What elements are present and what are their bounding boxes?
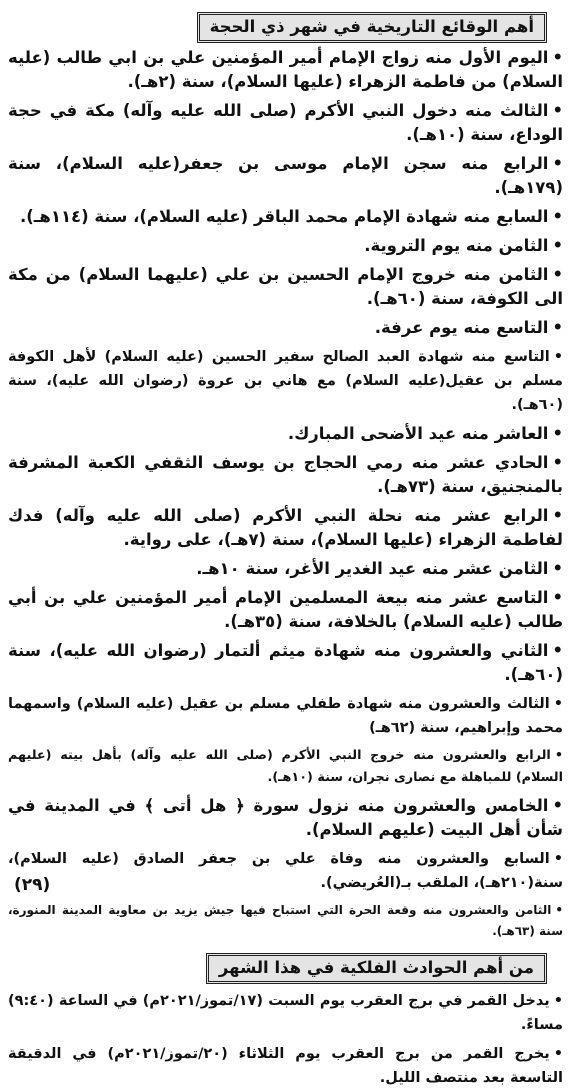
- list-item: [8, 504, 563, 552]
- bullet-icon: •: [553, 696, 563, 712]
- list-item: [8, 692, 563, 740]
- list-item-text: السابع منه شهادة الإمام محمد الباقر (عليه السلام)، سنة (١١٤هـ).: [19, 207, 549, 226]
- bullet-icon: •: [552, 641, 563, 660]
- list-item: [8, 745, 563, 789]
- list-item-text: يدخل القمر في برج العقرب يوم السبت (١٧/تموز/٢٠٢١م) في الساعة (٩:٤٠) مساءً.: [8, 993, 563, 1033]
- list-item: [8, 557, 563, 581]
- bullet-icon: •: [552, 424, 563, 443]
- list-item-text: التاسع منه يوم عرفة.: [374, 318, 549, 337]
- list-item-text: العاشر منه عيد الأضحى المبارك.: [287, 424, 549, 443]
- list-item: [8, 847, 563, 895]
- list-item: [8, 989, 563, 1037]
- list-item-text: الثامن والعشرون منه وقعة الحرة التي استباح فيها جيش يزيد بن معاوية المدينة المنورة، سنة (٦٣هـ).: [8, 903, 563, 938]
- list-item: [8, 234, 563, 258]
- list-item-text: الثامن عشر منه عيد الغدير الأغر، سنة ١٠هـ.: [196, 559, 549, 578]
- bullet-icon: •: [552, 559, 563, 578]
- astronomical-events-list: [8, 989, 563, 1090]
- list-item-text: الثامن منه يوم التروية.: [364, 236, 549, 255]
- bullet-icon: •: [552, 101, 563, 120]
- list-item: [8, 152, 563, 200]
- list-item-text: السابع والعشرون منه وفاة علي بن جعفر الصادق (عليه السلام)، سنة(٢١٠هـ)، الملقب بـ(العُريضي).: [8, 851, 563, 891]
- list-item: [8, 1042, 563, 1090]
- bullet-icon: •: [552, 265, 563, 284]
- section-title-astronomical-events: [206, 953, 547, 984]
- list-item: [8, 263, 563, 311]
- list-item: [8, 345, 563, 417]
- list-item-text: التاسع منه شهادة العبد الصالح سفير الحسين (عليه السلام) لأهل الكوفة مسلم بن عقيل(عليه السلام) مع هاني بن عروة (رضوان الله عليه)، سنة (٦٠هـ).: [8, 349, 563, 413]
- list-item: [8, 900, 563, 942]
- bullet-icon: •: [552, 796, 563, 815]
- list-item: [8, 316, 563, 340]
- list-item: [8, 451, 563, 499]
- list-item-text: الثامن منه خروج الإمام الحسين بن علي (عليهما السلام) من مكة الى الكوفة، سنة (٦٠هـ).: [8, 265, 563, 308]
- bullet-icon: •: [554, 748, 563, 763]
- historical-events-list: [8, 46, 563, 942]
- bullet-icon: •: [552, 236, 563, 255]
- list-item-text: الحادي عشر منه رمي الحجاج بن يوسف الثقفي الكعبة المشرفة بالمنجنيق، سنة (٧٣هـ).: [8, 453, 563, 496]
- bullet-icon: •: [552, 453, 563, 472]
- list-item-text: التاسع عشر منه بيعة المسلمين الإمام أمير المؤمنين علي بن أبي طالب (عليه السلام) بالخلافة، سنة (٣٥هـ).: [8, 588, 563, 631]
- bullet-icon: •: [552, 588, 563, 607]
- bullet-icon: •: [552, 318, 563, 337]
- bullet-icon: •: [555, 903, 563, 917]
- bullet-icon: •: [553, 349, 563, 365]
- list-item: [8, 422, 563, 446]
- section-title-historical-events: [197, 12, 547, 43]
- list-item: [8, 639, 563, 687]
- list-item-text: الرابع منه سجن الإمام موسى بن جعفر(عليه السلام)، سنة (١٧٩هـ).: [8, 154, 563, 197]
- bullet-icon: •: [553, 993, 563, 1009]
- bullet-icon: •: [552, 48, 563, 67]
- bullet-icon: •: [552, 506, 563, 525]
- list-item-text: الرابع عشر منه نحلة النبي الأكرم (صلى الله عليه وآله) فدك لفاطمة الزهراء (عليها السلام)، سنة (٧هـ)، على رواية.: [8, 506, 563, 549]
- page-number: (٢٩): [14, 875, 51, 895]
- bullet-icon: •: [553, 1046, 563, 1062]
- bullet-icon: •: [552, 154, 563, 173]
- list-item: [8, 586, 563, 634]
- list-item: [8, 794, 563, 842]
- bullet-icon: •: [553, 851, 563, 867]
- list-item: [8, 205, 563, 229]
- list-item: [8, 46, 563, 94]
- section-title-text: من أهم الحوادث الفلكية في هذا الشهر: [218, 958, 534, 977]
- list-item-text: الثاني والعشرون منه شهادة ميثم ألتمار (رضوان الله عليه)، سنة (٦٠هـ).: [8, 641, 563, 684]
- list-item: [8, 99, 563, 147]
- list-item-text: اليوم الأول منه زواج الإمام أمير المؤمنين علي بن ابي طالب (عليه السلام) من فاطمة الزهراء (عليها السلام)، سنة (٢هـ).: [8, 48, 563, 91]
- list-item-text: الثالث والعشرون منه شهادة طفلي مسلم بن عقيل (عليه السلام) واسمهما محمد وإبراهيم، سنة (٦٢هـ): [8, 696, 563, 736]
- list-item-text: الثالث منه دخول النبي الأكرم (صلى الله عليه وآله) مكة في حجة الوداع، سنة (١٠هـ).: [8, 101, 563, 144]
- list-item-text: الرابع والعشرون منه خروج النبي الأكرم (صلى الله عليه وآله) بأهل بيته (عليهم السلام) للمباهلة مع نصارى نجران، سنة (١٠هـ).: [8, 748, 563, 785]
- list-item-text: الخامس والعشرون منه نزول سورة ﴿ هل أتى ﴾ في المدينة في شأن أهل البيت (عليهم السلام).: [8, 796, 563, 839]
- bullet-icon: •: [552, 207, 563, 226]
- section-title-text: أهم الوقائع التاريخية في شهر ذي الحجة: [209, 17, 534, 36]
- list-item-text: يخرج القمر من برج العقرب يوم الثلاثاء (٢٠/تموز/٢٠٢١م) في الدقيقة التاسعة بعد منتصف الليل.: [8, 1046, 563, 1086]
